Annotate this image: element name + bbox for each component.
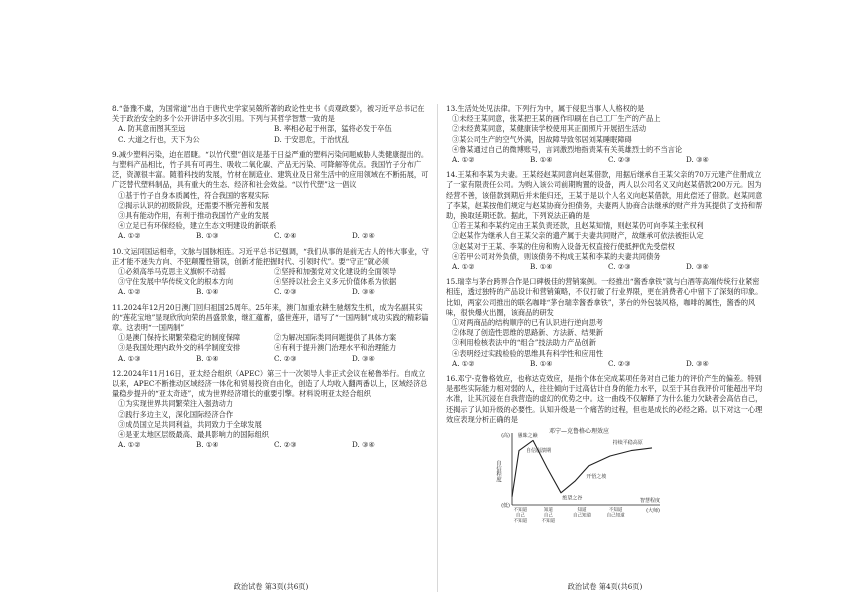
answer-option: C. ②③ xyxy=(608,155,631,165)
statement-item: ③利用检核表法中的“组合”技法助力产品创新 xyxy=(452,338,596,348)
answer-option: B. 率相必起于州部，猛将必发于卒伍 xyxy=(274,124,392,134)
statement-item: ②体现了创造性思维的思路新、方法新、结果新 xyxy=(452,328,603,338)
answer-row xyxy=(112,231,430,241)
question-stem: 8.“备豫不虞，为国常道”出自于唐代史学家吴兢所著的政论性史书《贞观政要》，被习近平总书记在关于政治安全的多个公开讲话中多次引用。下列与其哲学智慧一致的是 xyxy=(112,104,425,124)
answer-option: D. 于安思危，于治忧乱 xyxy=(274,134,349,144)
question-9 xyxy=(112,150,430,242)
curve-annotation: 开悟之坡 xyxy=(586,473,607,480)
x-stage-label: 不知道 xyxy=(513,508,528,514)
curve-annotation: 自信崩溃期 xyxy=(526,448,552,455)
right-page xyxy=(446,104,764,592)
x-stage-label: 自己 xyxy=(543,513,553,519)
answer-row xyxy=(112,124,430,134)
question-stem: 15.瑞幸与茅台跨界合作是口碑极佳的营销案例。一经推出“酱香拿铁”就与白酒等高端传统行业紧密相连，透过独特的产品设计和营销策略，不仅打破了行业界限，更在消费者心中留下了深刻的印象。比如，两家公司推出的联名咖啡“茅台瑞幸酱香拿铁”，茅台的外包装风格，咖啡的属性，酱香的风味，很快爆火出圈，该商品的研发 xyxy=(446,277,763,317)
dunning-kruger-chart xyxy=(484,427,674,527)
answer-option: A. 防其意而图其至远 xyxy=(118,124,186,134)
answer-option: D. ③④ xyxy=(686,155,709,165)
statement-item: ②赵某作为继承人自王某父亲的遗产属于夫妻共同财产，故继承可依法被拒认定 xyxy=(452,231,704,241)
answer-option: D. ③④ xyxy=(686,262,709,272)
answer-option: A. ①② xyxy=(452,262,475,272)
statement-item: ②为解决国际类同问题提供了具体方案 xyxy=(274,333,397,343)
question-stem: 11.2024年12月20日澳门回归祖国25周年。25年来，澳门加重农耕生驰烟发生机，成为名副其实的“莲花宝地”显现欣欣向荣的昌盛景象，继汇蕴蓄，盛世莲开，谱写了“一国两制”成功实践的精彩篇章。这表明“一国两制” xyxy=(112,302,429,333)
answer-option: A. ①② xyxy=(118,287,141,297)
x-stage-label: 自己 xyxy=(515,513,525,519)
answer-option: B. ①④ xyxy=(530,358,553,368)
statement-item: ④若甲公司对外负债，则该债务不构成王某和李某的夫妻共同债务 xyxy=(452,251,661,261)
answer-option: B. ①③ xyxy=(196,231,219,241)
question-13 xyxy=(446,104,764,165)
answer-row xyxy=(112,135,430,145)
question-stem: 9.减少塑料污染，迫在眉睫。“以竹代塑”倡议是基于日益严重的塑料污染问题威胁人类健康提出的。与塑料产品相比，竹子具有可再生、吸收二氧化碳、产品无污染、可降解等优点。我国竹子分布广泛，资源很丰富。随着科技的发展，竹材在制造业、建筑业及日常生活中的应用领域在不断拓展，可广泛替代塑料制品，具有重大的生态、经济和社会效益。“以竹代塑”这一倡议 xyxy=(112,149,429,190)
curve-annotation: 持续平稳高原 xyxy=(612,439,643,446)
answer-option: A. ①③ xyxy=(118,353,141,363)
answer-option: C. 大道之行也，天下为公 xyxy=(118,134,200,144)
statement-item: ①基于竹子自身本质属性，符合我国的客观实际 xyxy=(118,190,269,200)
answer-option: B. ①④ xyxy=(530,155,553,165)
answer-row xyxy=(112,277,430,287)
question-11 xyxy=(112,303,430,364)
answer-option: A. ①② xyxy=(118,231,141,241)
answer-row xyxy=(112,267,430,277)
x-stage-label: 不知道 xyxy=(541,519,556,525)
answer-option: C. ②③ xyxy=(608,358,631,368)
statement-item: ①为实现世界共同繁荣注入强劲动力 xyxy=(118,399,234,409)
answer-option: D. ③④ xyxy=(352,287,375,297)
x-stage-label: 自己知道 xyxy=(573,513,591,519)
statement-item: ③守住发展中华传统文化的根本方向 xyxy=(118,277,234,287)
answer-option: C. ②③ xyxy=(274,440,297,450)
answer-option: A. ①② xyxy=(452,358,475,368)
curve-annotation: 绝望之谷 xyxy=(562,495,583,502)
answer-option: B. ①④ xyxy=(196,440,219,450)
answer-option: B. ①④ xyxy=(530,262,553,272)
page-divider xyxy=(437,104,438,592)
statement-item: ④坚持以社会主义多元价值体系为依据 xyxy=(274,277,397,287)
question-stem: 13.生活处处见法律。下列行为中，属于侵犯当事人人格权的是 xyxy=(446,104,645,113)
x-stage-label: 知道 xyxy=(577,508,587,514)
question-16 xyxy=(446,374,764,527)
statement-item: ②未经黄某同意，某健康读学校使用其正面照片开展招生活动 xyxy=(452,124,647,134)
question-8 xyxy=(112,104,430,145)
y-high-label: (高) xyxy=(501,433,510,440)
answer-row xyxy=(112,343,430,353)
x-stage-label: 不知道 xyxy=(608,508,623,514)
statement-item: ③赵某对于王某、李某的住房和购入设备无权直接行使抵押优先受偿权 xyxy=(452,241,675,251)
statement-item: ③具有能动作用，有利于推动我国竹产业的发展 xyxy=(118,211,269,221)
statement-item: ④是亚太地区层级最高、最具影响力的国际组织 xyxy=(118,430,269,440)
statement-item: ④鲁某通过自己的微博账号，言词激烈地指责某有关英雄烈士的不当言论 xyxy=(452,144,683,154)
x-stage-label: 知道 xyxy=(543,508,553,514)
left-page xyxy=(112,104,430,592)
statement-item: ①是澳门保持长期繁荣稳定的制度保障 xyxy=(118,333,241,343)
curve-annotation: 愚昧之巅 xyxy=(517,433,538,440)
y-axis-label: 自信程度 xyxy=(495,460,501,483)
answer-option: C. ②③ xyxy=(274,287,297,297)
statement-item: ③成员国立足共同利益，共同致力于全球发展 xyxy=(118,419,262,429)
page-footer: 政治试卷 第4页(共6页) xyxy=(567,581,643,591)
answer-option: A. ①② xyxy=(452,155,475,165)
statement-item: ①未经王某同意，张某把王某的画作印刷在自己工厂生产的产品上 xyxy=(452,114,661,124)
x-axis-label: 智慧程度 xyxy=(639,498,660,505)
answer-row xyxy=(446,359,764,369)
x-stage-label: 自己知道 xyxy=(606,513,625,519)
statement-item: ④立足已有环保经验，建立生态文明建设的新联系 xyxy=(118,221,277,231)
statement-item: ④有利于提升澳门治理水平和治理能力 xyxy=(274,343,397,353)
x-stage-label: 不知道 xyxy=(513,519,528,525)
answer-option: D. ③④ xyxy=(686,358,709,368)
statement-item: ①必须高举马克思主义旗帜不动摇 xyxy=(118,267,226,277)
statement-item: ④表明经过实践检验的思维具有科学性和应用性 xyxy=(452,348,603,358)
statement-item: ①若王某和李某约定由王某负责还款，且赵某知情，则赵某仍可向李某主张权利 xyxy=(452,221,704,231)
question-12 xyxy=(112,369,430,451)
question-stem: 16.邓宁-克鲁格效应，也称达克效应，是指个体在完成某项任务对自己能力的评价产生的偏差。特别是那些实际能力相对弱的人，往往倾向于过高估计自身的能力水平，以至于其自我评价可能超出平均水准，让其沉浸在自我营造的虚幻的优势之中。这一曲线不仅解释了为什么能力欠缺者会高估自己，还揭示了认知升级的必要性。认知升级是一个痛苦的过程，但也是成长的必经之路。以下对这一心理效应表现分析正确的是 xyxy=(446,374,763,424)
answer-row xyxy=(112,287,430,297)
question-stem: 14.王某和李某为夫妻。王某经赵某同意向赵某借款，用据后继承自王某父亲的70万元建产住册成立了一家有限责任公司。为购入该公司前期购置的设备，两人以公司名义又向赵某借款200万元。因为经营不善，该借款到期后并未能归还，王某于是以个人名义向赵某借款，用此偿还了借款。赵某同意了李某，赵某按他们规定与赵某协商分担债务，夫妻两人协商合法继承的财产并为其提供了支持和帮助，换取延期还款。据此，下列说法正确的是 xyxy=(446,170,763,221)
answer-option: C. ②④ xyxy=(274,231,297,241)
statement-item: ①对两商品的结构顺序的已有认识进行逆向思考 xyxy=(452,318,603,328)
answer-row xyxy=(446,155,764,165)
question-15 xyxy=(446,277,764,369)
answer-option: C. ②③ xyxy=(608,262,631,272)
answer-option: D. ③④ xyxy=(352,353,375,363)
answer-option: D. ②④ xyxy=(352,231,375,241)
question-14 xyxy=(446,170,764,272)
answer-option: B. ①④ xyxy=(196,287,219,297)
y-low-label: (低) xyxy=(501,503,510,510)
x-high-label: (大师) xyxy=(646,508,660,515)
answer-row xyxy=(112,440,430,450)
question-stem: 10.文运同国运相牵，文脉与国脉相连。习近平总书记强调，“我们从事的是前无古人的伟大事业，守正才能不迷失方向、不犯颠覆性错误，创新才能把握时代、引领时代”。要“守正”就必须 xyxy=(112,246,429,266)
chart-title: 邓宁—克鲁格心理效应 xyxy=(548,428,610,436)
statement-item: ②揭示认识的初级阶段，还需要不断完善和发展 xyxy=(118,200,269,210)
answer-option: B. ①④ xyxy=(196,353,219,363)
statement-item: ②践行多边主义，深化国际经济合作 xyxy=(118,409,234,419)
statement-item: ②坚持和加强党对文化建设的全面领导 xyxy=(274,267,397,277)
answer-row xyxy=(112,354,430,364)
answer-option: D. ③④ xyxy=(352,440,375,450)
statement-item: ③是我国处理内政外交的科学制度安排 xyxy=(118,343,241,353)
answer-option: C. ②③ xyxy=(274,353,297,363)
question-10 xyxy=(112,247,430,298)
page-footer: 政治试卷 第3页(共6页) xyxy=(233,581,309,591)
statement-item: ③某公司生产的空气外满，因故障导致邻居刘某睡眠障碍 xyxy=(452,134,632,144)
answer-row xyxy=(112,333,430,343)
question-stem: 12.2024年11月16日，亚太经合组织（APEC）第三十一次领导人非正式会议在秘鲁举行。自成立以来，APEC不断推动区域经济一体化和贸易投资自由化，创造了人均收入翻两番以上，区域经济总量稳步提升的“亚太奇迹”，成为世界经济增长的重要引擎。材料说明亚太经合组织 xyxy=(112,368,428,399)
answer-option: A. ①② xyxy=(118,440,141,450)
answer-row xyxy=(446,262,764,272)
